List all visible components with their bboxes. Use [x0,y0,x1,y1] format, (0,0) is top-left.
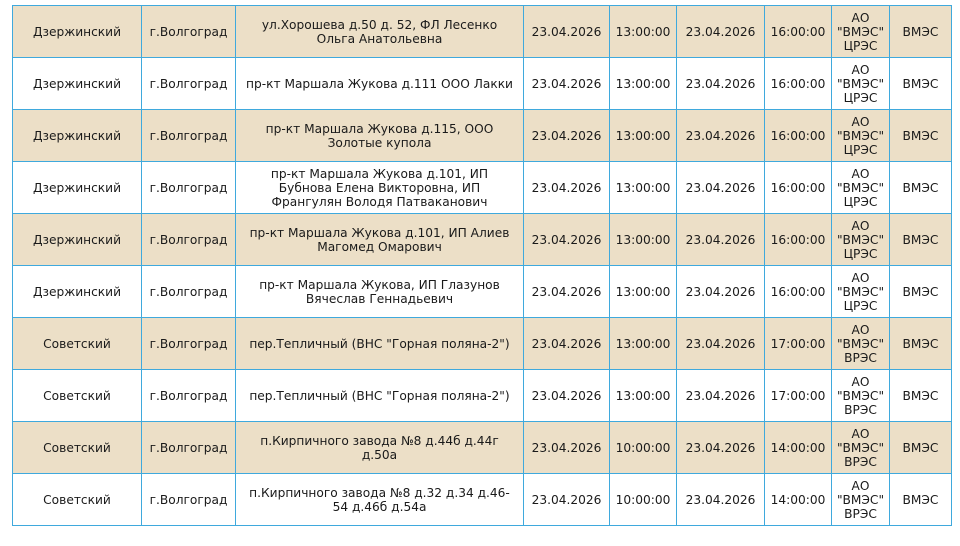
company-cell: ВМЭС [890,58,952,110]
address-cell: п.Кирпичного завода №8 д.44б д.44г д.50а [236,422,524,474]
start-time-cell: 13:00:00 [610,370,677,422]
company-cell: ВМЭС [890,110,952,162]
district-cell: Дзержинский [13,162,142,214]
district-cell: Дзержинский [13,6,142,58]
start-time-cell: 13:00:00 [610,266,677,318]
address-cell: пер.Тепличный (ВНС "Горная поляна-2") [236,370,524,422]
end-date-cell: 23.04.2026 [677,474,765,526]
start-time-cell: 13:00:00 [610,58,677,110]
start-time-cell: 13:00:00 [610,162,677,214]
address-cell: пр-кт Маршала Жукова д.101, ИП Алиев Магомед Омарович [236,214,524,266]
organization-cell: АО "ВМЭС" ВРЭС [832,474,890,526]
end-time-cell: 16:00:00 [765,266,832,318]
district-cell: Дзержинский [13,266,142,318]
district-cell: Дзержинский [13,110,142,162]
start-date-cell: 23.04.2026 [524,422,610,474]
company-cell: ВМЭС [890,162,952,214]
start-time-cell: 13:00:00 [610,214,677,266]
city-cell: г.Волгоград [142,474,236,526]
end-time-cell: 17:00:00 [765,370,832,422]
city-cell: г.Волгоград [142,266,236,318]
start-time-cell: 13:00:00 [610,6,677,58]
company-cell: ВМЭС [890,318,952,370]
address-cell: пр-кт Маршала Жукова д.101, ИП Бубнова Елена Викторовна, ИП Франгулян Володя Патваканович [236,162,524,214]
end-time-cell: 16:00:00 [765,162,832,214]
organization-cell: АО "ВМЭС" ВРЭС [832,370,890,422]
district-cell: Советский [13,370,142,422]
end-time-cell: 16:00:00 [765,6,832,58]
city-cell: г.Волгоград [142,422,236,474]
company-cell: ВМЭС [890,6,952,58]
end-time-cell: 16:00:00 [765,110,832,162]
start-time-cell: 10:00:00 [610,422,677,474]
end-date-cell: 23.04.2026 [677,318,765,370]
organization-cell: АО "ВМЭС" ЦРЭС [832,214,890,266]
start-date-cell: 23.04.2026 [524,318,610,370]
district-cell: Дзержинский [13,214,142,266]
start-date-cell: 23.04.2026 [524,110,610,162]
organization-cell: АО "ВМЭС" ЦРЭС [832,58,890,110]
city-cell: г.Волгоград [142,214,236,266]
table-row [13,474,952,526]
start-time-cell: 10:00:00 [610,474,677,526]
company-cell: ВМЭС [890,214,952,266]
table-row [13,110,952,162]
organization-cell: АО "ВМЭС" ЦРЭС [832,162,890,214]
end-time-cell: 16:00:00 [765,58,832,110]
city-cell: г.Волгоград [142,58,236,110]
city-cell: г.Волгоград [142,6,236,58]
end-date-cell: 23.04.2026 [677,266,765,318]
end-date-cell: 23.04.2026 [677,58,765,110]
outage-schedule-table [12,5,952,526]
district-cell: Советский [13,474,142,526]
table-row [13,162,952,214]
end-date-cell: 23.04.2026 [677,6,765,58]
district-cell: Советский [13,422,142,474]
end-time-cell: 16:00:00 [765,214,832,266]
end-time-cell: 17:00:00 [765,318,832,370]
address-cell: пер.Тепличный (ВНС "Горная поляна-2") [236,318,524,370]
organization-cell: АО "ВМЭС" ВРЭС [832,318,890,370]
city-cell: г.Волгоград [142,370,236,422]
end-date-cell: 23.04.2026 [677,162,765,214]
company-cell: ВМЭС [890,370,952,422]
start-date-cell: 23.04.2026 [524,6,610,58]
start-date-cell: 23.04.2026 [524,214,610,266]
start-date-cell: 23.04.2026 [524,266,610,318]
company-cell: ВМЭС [890,422,952,474]
start-date-cell: 23.04.2026 [524,162,610,214]
end-date-cell: 23.04.2026 [677,110,765,162]
end-date-cell: 23.04.2026 [677,370,765,422]
address-cell: п.Кирпичного завода №8 д.32 д.34 д.46-54 д.46б д.54а [236,474,524,526]
address-cell: пр-кт Маршала Жукова д.115, ООО Золотые купола [236,110,524,162]
table-row [13,58,952,110]
start-time-cell: 13:00:00 [610,110,677,162]
organization-cell: АО "ВМЭС" ЦРЭС [832,266,890,318]
organization-cell: АО "ВМЭС" ЦРЭС [832,6,890,58]
address-cell: ул.Хорошева д.50 д. 52, ФЛ Лесенко Ольга Анатольевна [236,6,524,58]
outage-table-container [12,5,951,526]
organization-cell: АО "ВМЭС" ЦРЭС [832,110,890,162]
city-cell: г.Волгоград [142,162,236,214]
start-date-cell: 23.04.2026 [524,58,610,110]
end-date-cell: 23.04.2026 [677,422,765,474]
table-row [13,214,952,266]
table-row [13,422,952,474]
end-date-cell: 23.04.2026 [677,214,765,266]
table-row [13,318,952,370]
address-cell: пр-кт Маршала Жукова д.111 ООО Лакки [236,58,524,110]
table-row [13,6,952,58]
company-cell: ВМЭС [890,266,952,318]
company-cell: ВМЭС [890,474,952,526]
district-cell: Советский [13,318,142,370]
end-time-cell: 14:00:00 [765,474,832,526]
start-date-cell: 23.04.2026 [524,474,610,526]
district-cell: Дзержинский [13,58,142,110]
end-time-cell: 14:00:00 [765,422,832,474]
organization-cell: АО "ВМЭС" ВРЭС [832,422,890,474]
start-date-cell: 23.04.2026 [524,370,610,422]
table-row [13,266,952,318]
city-cell: г.Волгоград [142,110,236,162]
start-time-cell: 13:00:00 [610,318,677,370]
table-row [13,370,952,422]
city-cell: г.Волгоград [142,318,236,370]
address-cell: пр-кт Маршала Жукова, ИП Глазунов Вячеслав Геннадьевич [236,266,524,318]
